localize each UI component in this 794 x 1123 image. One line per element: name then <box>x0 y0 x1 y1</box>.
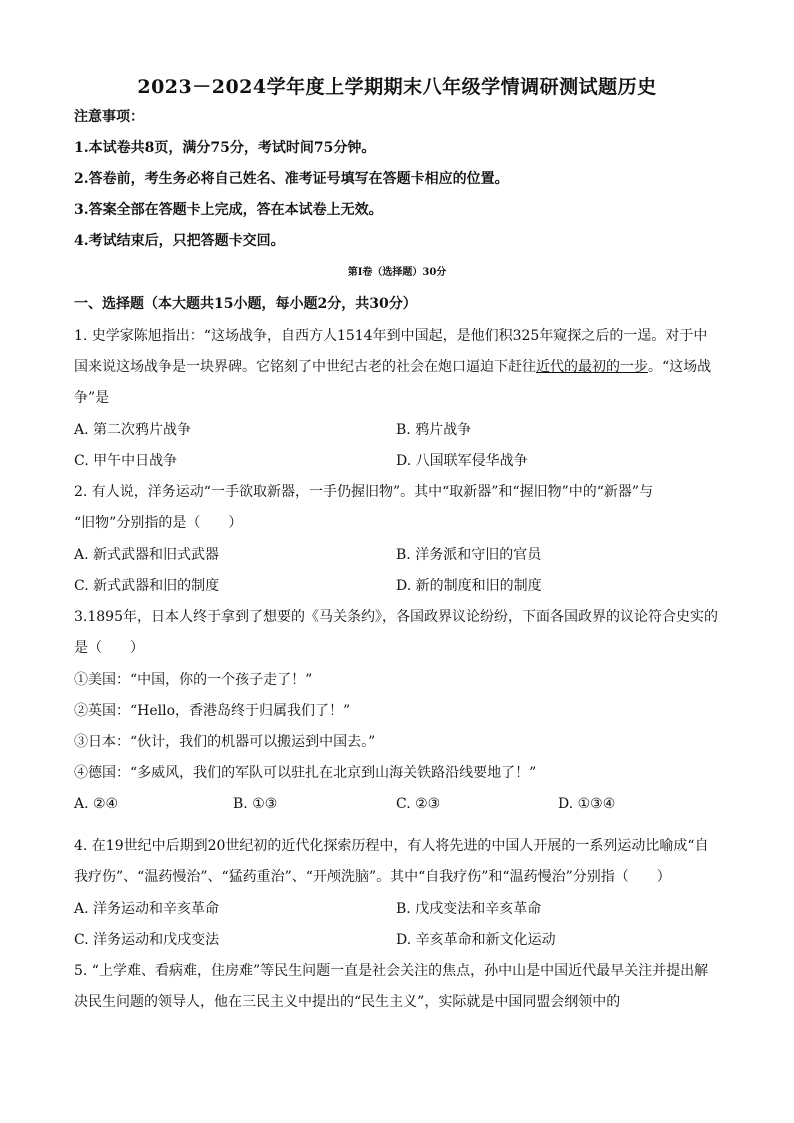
notice-heading: 注意事项： <box>74 109 144 125</box>
question-4-option-d: D. 辛亥革命和新文化运动 <box>396 932 556 948</box>
question-1-text: 国来说这场战争是一块界碑。它铭刻了中世纪古老的社会在炮口逼迫下赶往 <box>74 359 536 375</box>
question-3-statement-1: ①美国：“中国，你的一个孩子走了！” <box>74 672 313 688</box>
question-3-statement-2: ②英国：“Hello，香港岛终于归属我们了！” <box>74 703 351 719</box>
question-3-statement-4: ④德国：“多威风，我们的军队可以驻扎在北京到山海关铁路沿线要地了！” <box>74 765 537 781</box>
question-2-option-a: A. 新式武器和旧式武器 <box>74 547 220 563</box>
question-4-line-2: 我疗伤”、“温药慢治”、“猛药重治”、“开颅洗脑”。其中“自我疗伤”和“温药慢治”分别指（ ） <box>74 869 671 885</box>
question-1-line-3: 争”是 <box>74 390 110 406</box>
question-2-option-d: D. 新的制度和旧的制度 <box>396 578 542 594</box>
notice-item-2: 2.答卷前，考生务必将自己姓名、准考证号填写在答题卡相应的位置。 <box>74 171 509 187</box>
notice-item-4: 4.考试结束后，只把答题卡交回。 <box>74 233 285 249</box>
question-4-line-1: 4. 在19世纪中后期到20世纪初的近代化探索历程中，有人将先进的中国人开展的一系列运动比喻成“自 <box>74 838 709 854</box>
question-4-option-c: C. 洋务运动和戊戌变法 <box>74 932 220 948</box>
question-1-option-b: B. 鸦片战争 <box>396 422 472 438</box>
part1-heading: 第Ⅰ卷（选择题）30分 <box>347 267 447 278</box>
question-1-option-d: D. 八国联军侵华战争 <box>396 453 528 469</box>
question-2-line-2: “旧物”分别指的是（ ） <box>74 515 243 531</box>
page-title: 2023－2024学年度上学期期末八年级学情调研测试题历史 <box>137 76 657 98</box>
question-1-line-1: 1. 史学家陈旭指出：“这场战争，自西方人1514年到中国起，是他们积325年窥探之后的一逞。对于中 <box>74 328 708 344</box>
question-3-option-a: A. ②④ <box>74 796 119 812</box>
question-1-text-end: 。“这场战 <box>648 359 712 375</box>
question-1-underlined-phrase: 近代的最初的一步 <box>536 359 648 375</box>
question-1-option-c: C. 甲午中日战争 <box>74 453 178 469</box>
question-5-line-2: 决民生问题的领导人，他在三民主义中提出的“民生主义”，实际就是中国同盟会纲领中的 <box>74 994 621 1010</box>
question-3-statement-3: ③日本：“伙计，我们的机器可以搬运到中国去。” <box>74 734 376 750</box>
question-4-option-a: A. 洋务运动和辛亥革命 <box>74 901 220 917</box>
notice-item-3: 3.答案全部在答题卡上完成，答在本试卷上无效。 <box>74 202 383 218</box>
question-2-option-b: B. 洋务派和守旧的官员 <box>396 547 542 563</box>
question-3-line-1: 3.1895年，日本人终于拿到了想要的《马关条约》，各国政界议论纷纷，下面各国政界的议论符合史实的 <box>74 609 718 625</box>
notice-item-1: 1.本试卷共8页，满分75分，考试时间75分钟。 <box>74 140 376 156</box>
question-2-line-1: 2. 有人说，洋务运动“一手欲取新器，一手仍握旧物”。其中“取新器”和“握旧物”中的“新器”与 <box>74 484 654 500</box>
question-1-line-2 <box>74 358 711 376</box>
question-5-line-1: 5. “上学难、看病难，住房难”等民生问题一直是社会关注的焦点，孙中山是中国近代最早关注并提出解 <box>74 963 709 979</box>
question-3-option-d: D. ①③④ <box>558 796 616 812</box>
question-1-option-a: A. 第二次鸦片战争 <box>74 422 192 438</box>
question-4-option-b: B. 戊戌变法和辛亥革命 <box>396 901 542 917</box>
section1-heading: 一、选择题（本大题共15小题，每小题2分，共30分） <box>74 296 417 312</box>
question-3-option-b: B. ①③ <box>233 796 278 812</box>
question-3-line-2: 是（ ） <box>74 640 144 656</box>
question-2-option-c: C. 新式武器和旧的制度 <box>74 578 220 594</box>
question-3-option-c: C. ②③ <box>396 796 441 812</box>
